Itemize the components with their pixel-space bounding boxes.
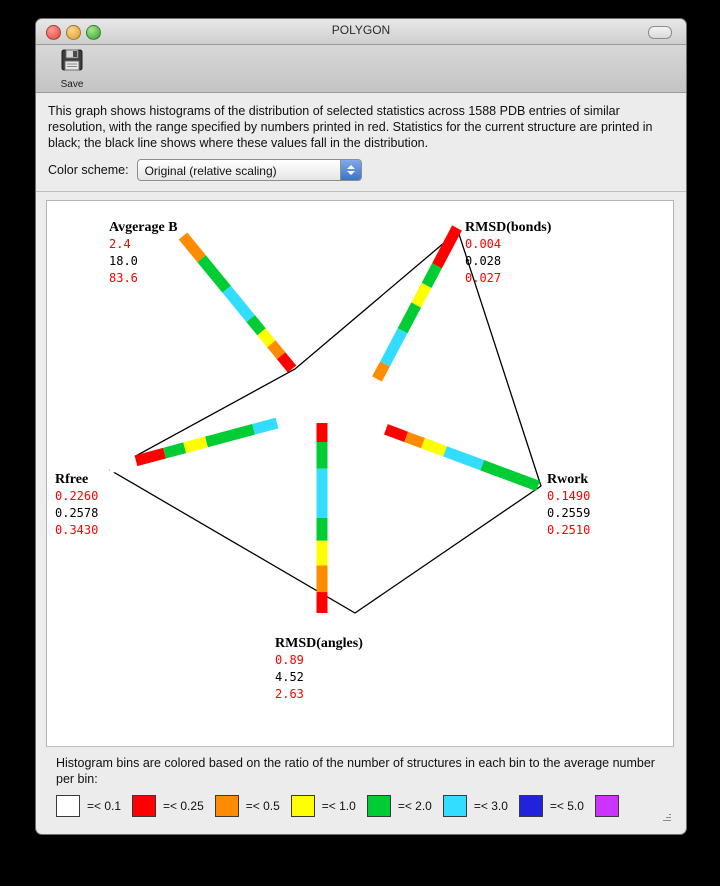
histogram-bin [202,259,227,290]
axis-name: Rwork [547,472,589,487]
axis-max-value: 0.3430 [55,523,99,537]
color-scheme-dropdown[interactable] [137,159,362,181]
axis-max-value: 0.2510 [547,523,591,537]
axis-max-value: 0.027 [465,271,502,285]
histogram-bin [445,451,482,465]
axis-label-avgerage-b [109,219,178,287]
axis-label-rmsd-bonds [465,219,551,287]
axis-current-value: 0.028 [465,254,502,268]
legend-color-swatch [132,795,156,817]
window-title: POLYGON [331,23,391,37]
histogram-bin [369,423,386,429]
legend-swatch-label: =< 2.0 [397,799,432,813]
axis-name: RMSD(angles) [275,636,363,651]
histogram-bin [482,465,538,486]
legend-swatch-label: =< 3.0 [473,799,508,813]
chevron-updown-icon[interactable] [340,160,361,180]
histogram-bin [403,305,417,331]
legend-color-swatch [291,795,315,817]
axis-min-value: 0.1490 [547,489,591,503]
histogram-bin [416,285,426,305]
legend-description: Histogram bins are colored based on the ratio of the number of structures in each bin to the average number per bin: [56,756,655,786]
legend-swatch-label: =< 5.0 [549,799,584,813]
histogram-bin [281,356,292,369]
histogram-bin [251,318,262,331]
resize-grip[interactable] [659,811,672,824]
legend-swatch-label: =< 0.5 [245,799,280,813]
legend-panel [46,746,674,826]
axis-min-value: 0.004 [465,237,502,251]
axis-min-value: 2.4 [109,237,131,251]
description-text: This graph shows histograms of the distribution of selected statistics across 1588 PDB entries of similar resolution, with the range specified by numbers printed in red. Statistics for the current structure are printed in black; the black line shows where these values fall in the distribution. [36,93,686,155]
histogram-bin [406,437,423,443]
histogram-bin [183,236,202,259]
save-button-label: Save [60,79,84,90]
legend-swatch-label: =< 1.0 [321,799,356,813]
save-button[interactable] [50,45,94,90]
legend-color-swatch [56,795,80,817]
histogram-bin [164,448,184,453]
application-window [35,18,687,835]
axis-max-value: 83.6 [109,271,138,285]
title-bar [36,19,686,45]
histogram-bin [227,289,251,318]
legend-color-swatch [519,795,543,817]
axis-name: Avgerage B [109,220,178,235]
histogram-bin [385,331,403,364]
histogram-bin [185,442,207,448]
histogram-bin [109,461,136,468]
axis-current-value: 0.2559 [547,506,591,520]
histogram-bin [386,429,406,437]
legend-swatches [56,795,664,817]
floppy-disk-icon [59,60,85,77]
axis-name: Rfree [55,472,89,487]
legend-color-swatch [443,795,467,817]
axis-min-value: 0.2260 [55,489,99,503]
histogram-bin [271,344,281,356]
legend-swatch-label: =< 0.25 [163,799,204,813]
legend-swatch-label: =< 0.1 [87,799,122,813]
toolbar-toggle-button[interactable] [648,26,672,39]
legend-color-swatch [367,795,391,817]
color-scheme-selected-value: Original (relative scaling) [144,164,277,178]
axis-current-value: 4.52 [275,670,304,684]
axis-current-value: 0.2578 [55,506,99,520]
axis-name: RMSD(bonds) [465,220,552,235]
histogram-bin [136,453,165,461]
histogram-bin [261,332,271,344]
color-scheme-label: Color scheme: [48,163,129,177]
histogram-bin [427,266,437,286]
toolbar [36,45,686,93]
color-scheme-row [36,155,686,192]
histogram-bin [377,364,385,379]
histogram-bin [423,443,445,451]
axis-min-value: 0.89 [275,653,304,667]
axis-label-rfree [55,471,98,539]
histogram-bin [206,429,253,442]
legend-color-swatch [215,795,239,817]
axis-max-value: 2.63 [275,687,304,701]
legend-color-swatch [595,795,619,817]
polygon-graph [46,200,674,755]
histogram-bin [253,423,277,429]
axis-label-rwork [547,471,590,539]
axis-current-value: 18.0 [109,254,138,268]
axis-label-rmsd-angles [275,635,363,703]
